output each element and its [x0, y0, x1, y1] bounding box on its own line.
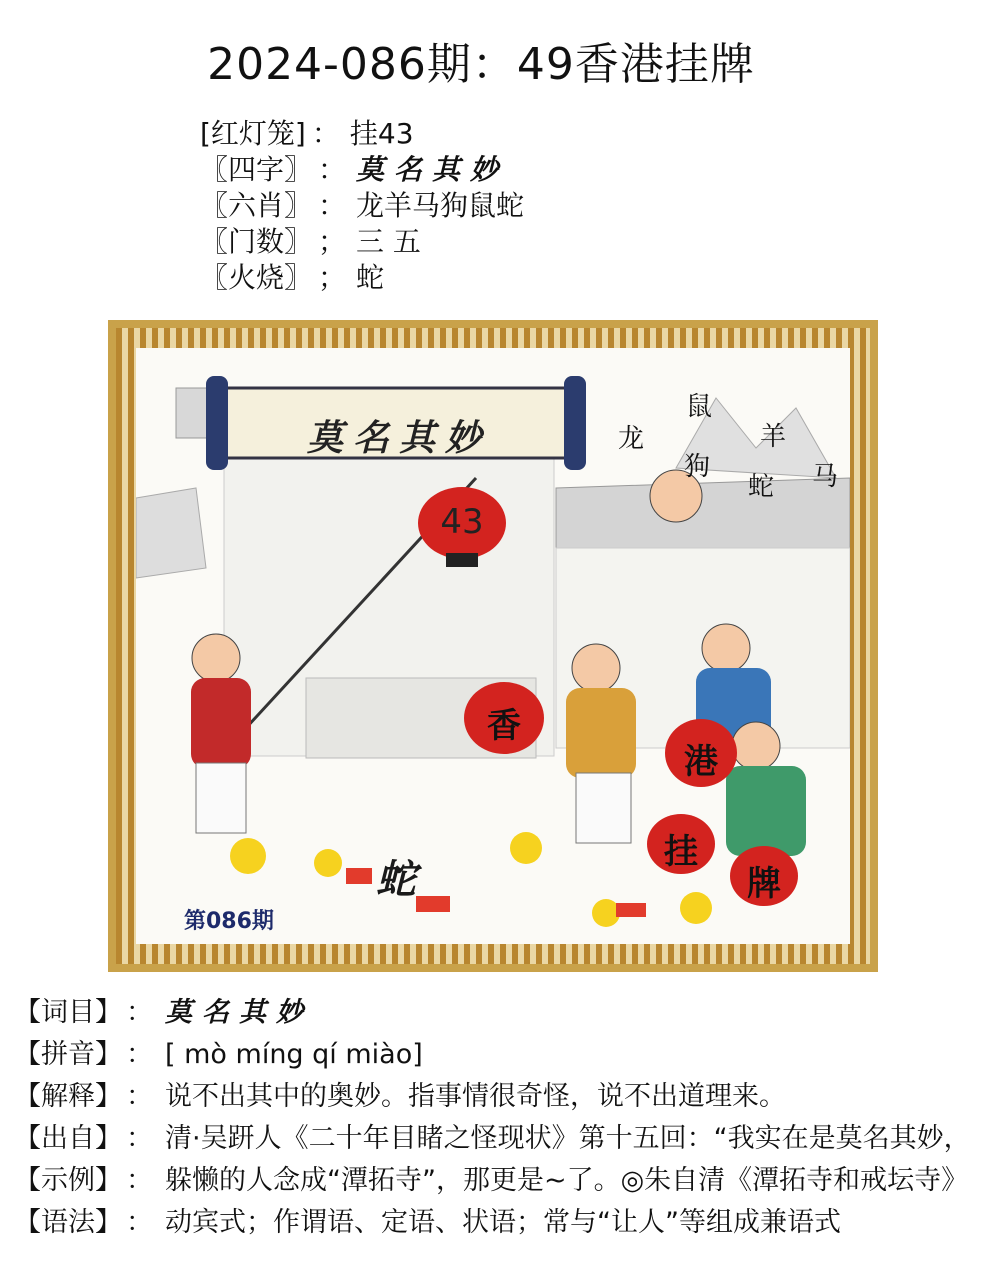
fire-char: 蛇 [376, 856, 426, 903]
bottom-separator: ： [126, 1207, 153, 1238]
page-title: 2024-086期：49香港挂牌 [207, 39, 755, 90]
child-blue-head [702, 624, 750, 672]
picture-scene [136, 348, 850, 944]
bottom-label: 【拼音】 [14, 1039, 122, 1070]
firecracker [346, 868, 372, 884]
info-value: 挂43 [349, 117, 414, 150]
bottom-value: 说不出其中的奥妙。指事情很奇怪，说不出道理来。 [165, 1081, 786, 1112]
firecracker-burst [680, 892, 712, 924]
info-value: 蛇 [356, 261, 385, 294]
roof-right [556, 478, 850, 558]
child-left-legs [196, 763, 246, 833]
info-line-six-zodiac [200, 188, 760, 224]
issue-label: 第086期 [184, 909, 274, 934]
info-label: [红灯笼] [200, 117, 306, 150]
info-line-fire [200, 260, 760, 296]
lantern-label: 港 [684, 742, 718, 782]
bottom-value: [ mò míng qí miào] [165, 1039, 423, 1070]
bottom-separator: ： [126, 1039, 153, 1070]
picture-frame [108, 320, 878, 972]
bottom-value: 动宾式；作谓语、定语、状语；常与“让人”等组成兼语式 [165, 1207, 841, 1238]
bottom-value: 清·吴趼人《二十年目睹之怪现状》第十五回：“我实在是莫名其妙， [165, 1123, 971, 1154]
zodiac-char: 蛇 [748, 472, 775, 502]
scroll-text: 莫名其妙 [306, 417, 491, 459]
bottom-line-pinyin [14, 1034, 984, 1076]
bottom-info-block [14, 992, 984, 1244]
firecracker-burst [230, 838, 266, 874]
info-separator: ： [311, 117, 340, 150]
bottom-separator: ： [126, 997, 153, 1028]
child-left-head [192, 634, 240, 682]
info-separator: ； [318, 261, 347, 294]
lantern-label: 香 [487, 706, 521, 746]
bottom-value: 躲懒的人念成“潭拓寺”，那更是~了。◎朱自清《潭拓寺和戒坛寺》 [165, 1165, 969, 1196]
info-value: 龙羊马狗鼠蛇 [356, 189, 525, 222]
info-value: 三 五 [356, 225, 421, 258]
info-label: 〖门数〗 [200, 225, 313, 258]
firecracker-burst [592, 899, 620, 927]
scroll-rod-right [564, 376, 586, 470]
info-line-door-number [200, 224, 760, 260]
info-label: 〖四字〗 [200, 153, 313, 186]
bottom-line-source [14, 1118, 984, 1160]
firecracker-burst [510, 832, 542, 864]
child-left-body [191, 678, 251, 768]
bottom-line-grammar [14, 1202, 984, 1244]
info-separator: ： [318, 189, 347, 222]
child-middle-body [566, 688, 636, 778]
bottom-label: 【语法】 [14, 1207, 122, 1238]
firecracker [616, 903, 646, 917]
top-info-block [200, 116, 760, 296]
info-label: 〖六肖〗 [200, 189, 313, 222]
lantern-43-base [446, 553, 478, 567]
bottom-label: 【词目】 [14, 997, 122, 1028]
info-value: 莫名其妙 [356, 153, 509, 186]
bottom-line-explanation [14, 1076, 984, 1118]
info-separator: ； [318, 225, 347, 258]
zodiac-char: 狗 [684, 452, 711, 482]
zodiac-char: 羊 [760, 422, 787, 452]
child-middle-head [572, 644, 620, 692]
zodiac-char: 马 [812, 462, 839, 492]
lantern-label: 挂 [664, 832, 698, 872]
firecracker-burst [314, 849, 342, 877]
lantern-number: 43 [440, 502, 484, 542]
roof-side [136, 488, 206, 578]
bottom-label: 【出自】 [14, 1123, 122, 1154]
info-line-lantern [200, 116, 760, 152]
bottom-separator: ： [126, 1081, 153, 1112]
lantern-label: 牌 [747, 864, 781, 904]
bottom-line-entry [14, 992, 984, 1034]
info-label: 〖火烧〗 [200, 261, 313, 294]
child-middle-legs [576, 773, 631, 843]
info-separator: ： [318, 153, 347, 186]
zodiac-char: 鼠 [686, 392, 713, 422]
info-line-four-chars [200, 152, 760, 188]
bottom-line-example [14, 1160, 984, 1202]
bottom-separator: ： [126, 1123, 153, 1154]
bottom-label: 【示例】 [14, 1165, 122, 1196]
bottom-value: 莫名其妙 [165, 997, 313, 1028]
bottom-label: 【解释】 [14, 1081, 122, 1112]
zodiac-char: 龙 [618, 424, 645, 454]
scroll-rod-left [206, 376, 228, 470]
bottom-separator: ： [126, 1165, 153, 1196]
